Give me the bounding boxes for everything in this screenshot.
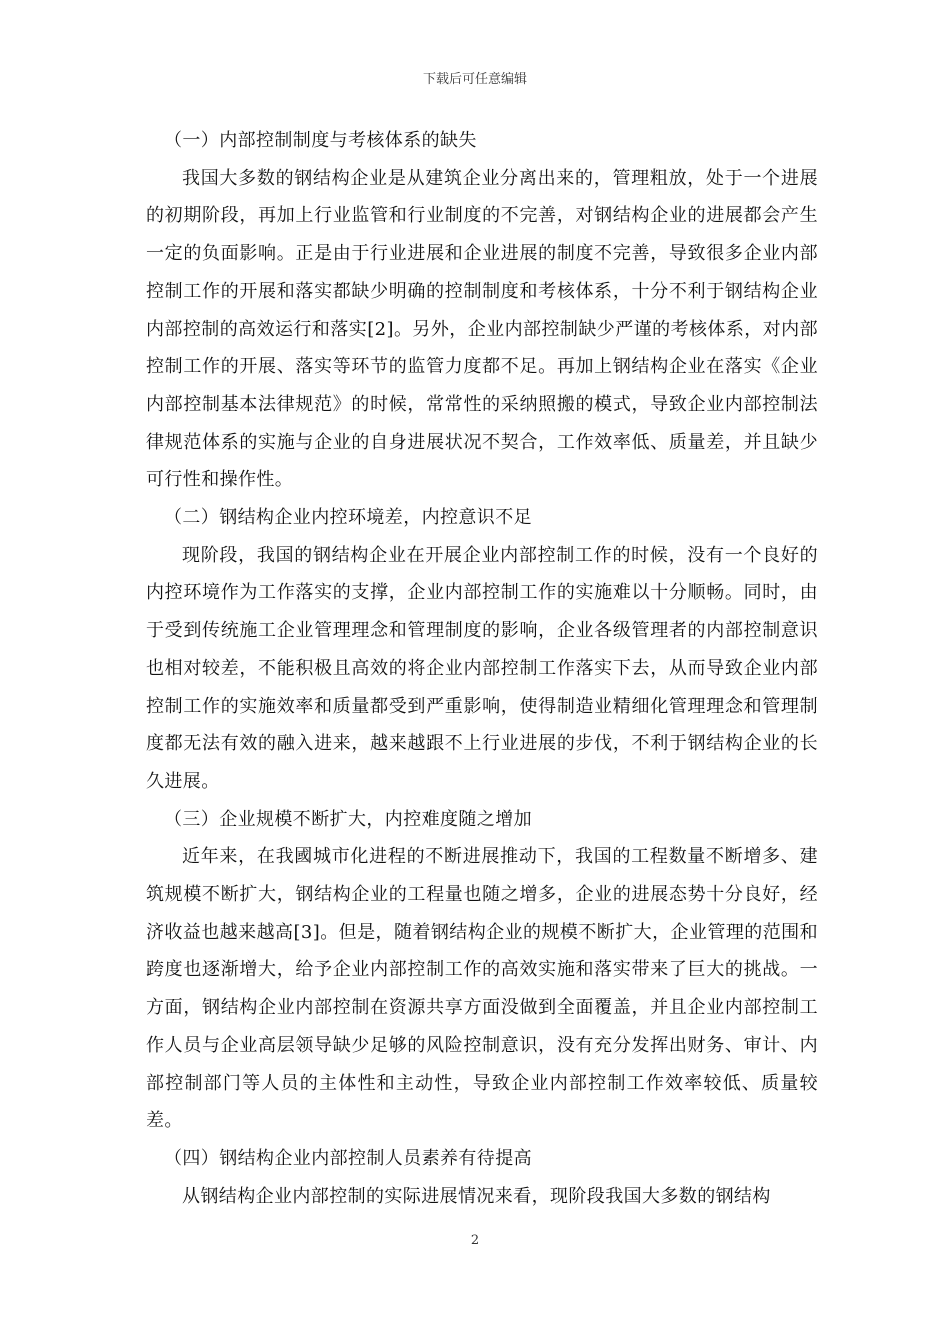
section-paragraph-3: 近年来，在我國城市化进程的不断进展推动下，我国的工程数量不断增多、建筑规模不断扩大，钢结构企业的工程量也随之增多，企业的进展态势十分良好，经济收益也越来越高[3]。但是，随着钢结构企业的规模不断扩大，企业管理的范围和跨度也逐渐增大，给予企业内部控制工作的高效实施和落实带来了巨大的挑战。一方面，钢结构企业内部控制在资源共享方面没做到全面覆盖，并且企业内部控制工作人员与企业高层领导缺少足够的风险控制意识，没有充分发挥出财务、审计、内部控制部门等人员的主体性和主动性，导致企业内部控制工作效率较低、质量较差。	[146, 846, 818, 1132]
page-header: 下载后可任意编辑	[422, 72, 527, 87]
section-heading-3: （三）企业规模不断扩大，内控难度随之增加	[164, 808, 532, 830]
section-heading-4: （四）钢结构企业内部控制人员素养有待提高	[164, 1147, 532, 1169]
section-paragraph-2: 现阶段，我国的钢结构企业在开展企业内部控制工作的时候，没有一个良好的内控环境作为工作落实的支撑，企业内部控制工作的实施难以十分顺畅。同时，由于受到传统施工企业管理理念和管理制度的影响，企业各级管理者的内部控制意识也相对较差，不能积极且高效的将企业内部控制工作落实下去，从而导致企业内部控制工作的实施效率和质量都受到严重影响，使得制造业精细化管理理念和管理制度都无法有效的融入进来，越来越跟不上行业进展的步伐，不利于钢结构企业的长久进展。	[146, 544, 818, 792]
document-body	[146, 122, 818, 1215]
section-paragraph-4: 从钢结构企业内部控制的实际进展情况来看，现阶段我国大多数的钢结构	[182, 1185, 771, 1207]
section-paragraph-1: 我国大多数的钢结构企业是从建筑企业分离出来的，管理粗放，处于一个进展的初期阶段，再加上行业监管和行业制度的不完善，对钢结构企业的进展都会产生一定的负面影响。正是由于行业进展和企业进展的制度不完善，导致很多企业内部控制工作的开展和落实都缺少明确的控制制度和考核体系，十分不利于钢结构企业内部控制的高效运行和落实[2]。另外，企业内部控制缺少严谨的考核体系，对内部控制工作的开展、落实等环节的监管力度都不足。再加上钢结构企业在落实《企业内部控制基本法律规范》的时候，常常性的采纳照搬的模式，导致企业内部控制法律规范体系的实施与企业的自身进展状况不契合，工作效率低、质量差，并且缺少可行性和操作性。	[146, 167, 818, 491]
page-number: 2	[470, 1233, 480, 1248]
section-heading-1: （一）内部控制制度与考核体系的缺失	[164, 130, 477, 151]
section-heading-2: （二）钢结构企业内控环境差，内控意识不足	[164, 507, 532, 529]
